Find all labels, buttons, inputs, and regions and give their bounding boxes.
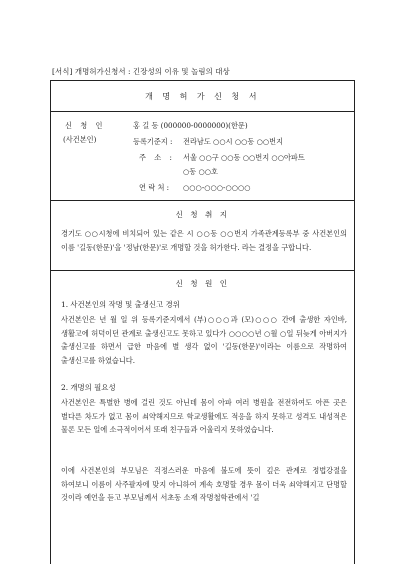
address-line2: ○동 ○○호	[183, 167, 218, 176]
document-title: 개 명 허 가 신 청 서	[145, 92, 260, 101]
reasons-heading: 신 청 원 인	[175, 279, 230, 288]
contact-label: 연 락 처 :	[139, 183, 170, 192]
form-caption: [서식] 개명허가신청서 : 긴장성의 이유 및 놀림의 대상	[52, 67, 230, 76]
domicile-label: 등록기준지 :	[133, 137, 173, 146]
applicant-label: 신 청 인	[65, 121, 106, 130]
applicant-sublabel: (사건본인)	[63, 135, 97, 144]
address-label: 주 소 :	[139, 153, 175, 162]
domicile-value: 전라남도 ○○시 ○○동 ○○번지	[183, 137, 284, 146]
applicant-name: 홍 길 동 (000000-0000000)(한문)	[133, 121, 248, 130]
purpose-text: 경기도 ○○시청에 비치되어 있는 같은 시 ○○동 ○○번지 가족관계등록부 중 사건본인의 이름 '길동(한문)'을 '정남(한문)'로 개명할 것을 허가한다. 라는 결정을 구합니다.	[61, 229, 347, 252]
contact-value: ○○○-○○○-○○○○	[183, 183, 251, 192]
reason-1-text: 사건본인은 년 월 일 위 등록기준지에서 (부)○○○과 (모)○○○ 간에 출생한 자인바, 생활고에 허덕이던 관계로 출생신고도 못하고 있다가 ○○○○년 ○월 ○일 뒤늦게 아버지가 출생신고를 하면서 급한 마음에 별 생각 없이 '길동(한문)'이라는 이름으로 작명하여 출생신고를 하였습니다.	[61, 315, 347, 365]
purpose-heading: 신 청 취 지	[175, 210, 230, 219]
title-divider	[51, 111, 354, 112]
reason-1-title: 1. 사건본인의 작명 및 출생신고 경위	[61, 300, 180, 309]
reason-2-title: 2. 개명의 필요성	[61, 383, 116, 392]
reason-2-text: 사건본인은 특별한 병에 걸린 것도 아닌데 몸이 아파 여러 병원을 전전하여도 아픈 곳은 별다른 차도가 없고 몸이 쇠약해지므로 학교생활에도 적응을 하지 못하고 성격도 내성적은 물론 모든 일에 소극적이어서 또래 친구들과 어울리지 못하였습니다.	[61, 398, 347, 434]
applicant-divider	[51, 200, 354, 201]
document-frame	[50, 80, 355, 564]
reason-2-text-continued: 이에 사건본인의 부모님은 걱정스러운 마음에 불도에 뜻이 깊은 관계로 정법강절을 하여보니 이름이 사주팔자에 맞지 아니하여 계속 호명할 경우 몸이 더욱 쇠약해지고 단명할 것이라 예언을 듣고 부모님께서 서초동 소재 작명철학관에서 '길	[61, 466, 347, 502]
purpose-divider	[51, 270, 354, 271]
address-line1: 서울 ○○구 ○○동 ○○번지 ○○아파트	[183, 153, 305, 162]
